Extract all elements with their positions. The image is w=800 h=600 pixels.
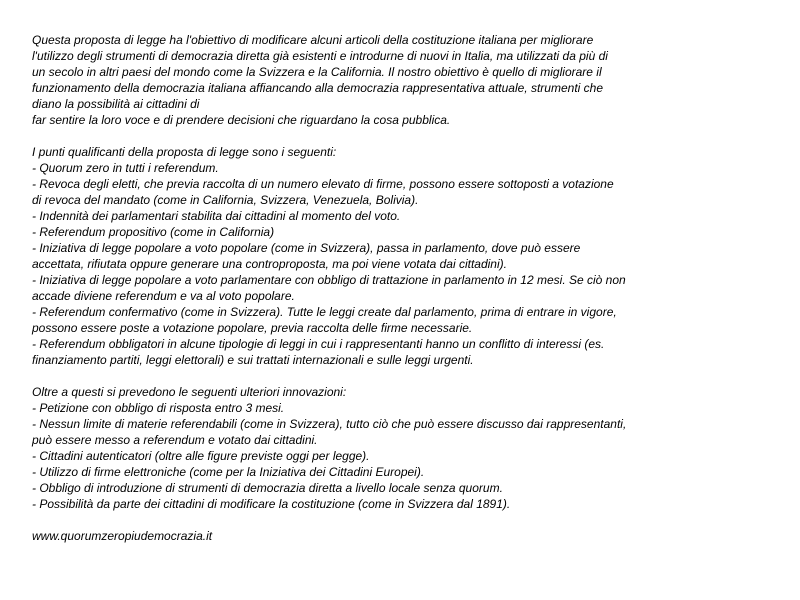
points-line: - Iniziativa di legge popolare a voto parlamentare con obbligo di trattazione in parlamento in 12 mesi. Se ciò non (32, 273, 626, 287)
points-line: - Revoca degli eletti, che previa raccolta di un numero elevato di firme, possono essere sottoposti a votazione (32, 177, 614, 191)
document-page (32, 32, 782, 544)
points-line: - Referendum propositivo (come in California) (32, 225, 275, 239)
innovations-line: - Utilizzo di firme elettroniche (come per la Iniziativa dei Cittadini Europei). (32, 465, 425, 479)
points-line: possono essere poste a votazione popolare, previa raccolta delle firme necessarie. (32, 321, 473, 335)
points-line: finanziamento partiti, leggi elettorali) e sui trattati internazionali e sulle leggi urgenti. (32, 353, 474, 367)
points-line: - Iniziativa di legge popolare a voto popolare (come in Svizzera), passa in parlamento, dove può essere (32, 241, 581, 255)
website-url: www.quorumzeropiudemocrazia.it (32, 529, 213, 543)
points-line: - Indennità dei parlamentari stabilita dai cittadini al momento del voto. (32, 209, 401, 223)
points-heading: I punti qualificanti della proposta di legge sono i seguenti: (32, 145, 337, 159)
points-line: accettata, rifiutata oppure generare una controproposta, ma poi viene votata dai cittadini). (32, 257, 507, 271)
innovations-line: - Cittadini autenticatori (oltre alle figure previste oggi per legge). (32, 449, 370, 463)
intro-line: funzionamento della democrazia italiana affiancando alla democrazia rappresentativa attuale, strumenti che (32, 81, 604, 95)
intro-line: un secolo in altri paesi del mondo come la Svizzera e la California. Il nostro obiettivo è quello di migliorare il (32, 65, 602, 79)
paragraph-spacer (32, 512, 782, 528)
innovations-line: - Obbligo di introduzione di strumenti di democrazia diretta a livello locale senza quorum. (32, 481, 503, 495)
website-paragraph (32, 528, 782, 544)
intro-line: Questa proposta di legge ha l'obiettivo di modificare alcuni articoli della costituzione italiana per migliorare (32, 33, 594, 47)
innovations-heading: Oltre a questi si prevedono le seguenti ulteriori innovazioni: (32, 385, 347, 399)
points-line: - Referendum obbligatori in alcune tipologie di leggi in cui i rappresentanti hanno un conflitto di interessi (es. (32, 337, 605, 351)
paragraph-spacer (32, 128, 782, 144)
points-line: di revoca del mandato (come in California, Svizzera, Venezuela, Bolivia). (32, 193, 419, 207)
innovations-line: - Petizione con obbligo di risposta entro 3 mesi. (32, 401, 285, 415)
points-line: - Quorum zero in tutti i referendum. (32, 161, 219, 175)
intro-paragraph (32, 32, 782, 128)
points-line: - Referendum confermativo (come in Svizzera). Tutte le leggi create dal parlamento, prima di entrare in vigore, (32, 305, 617, 319)
intro-line: l'utilizzo degli strumenti di democrazia diretta già esistenti e introdurne di nuovi in Italia, ma utilizzati da più di (32, 49, 608, 63)
intro-line: diano la possibilità ai cittadini di (32, 97, 200, 111)
innovations-line: - Nessun limite di materie referendabili (come in Svizzera), tutto ciò che può essere discusso dai rappresentanti, (32, 417, 627, 431)
intro-line: far sentire la loro voce e di prendere decisioni che riguardano la cosa pubblica. (32, 113, 451, 127)
innovations-line: - Possibilità da parte dei cittadini di modificare la costituzione (come in Svizzera dal 1891). (32, 497, 511, 511)
innovations-paragraph (32, 384, 782, 512)
innovations-line: può essere messo a referendum e votato dai cittadini. (32, 433, 318, 447)
points-paragraph (32, 144, 782, 368)
paragraph-spacer (32, 368, 782, 384)
points-line: accade diviene referendum e va al voto popolare. (32, 289, 295, 303)
